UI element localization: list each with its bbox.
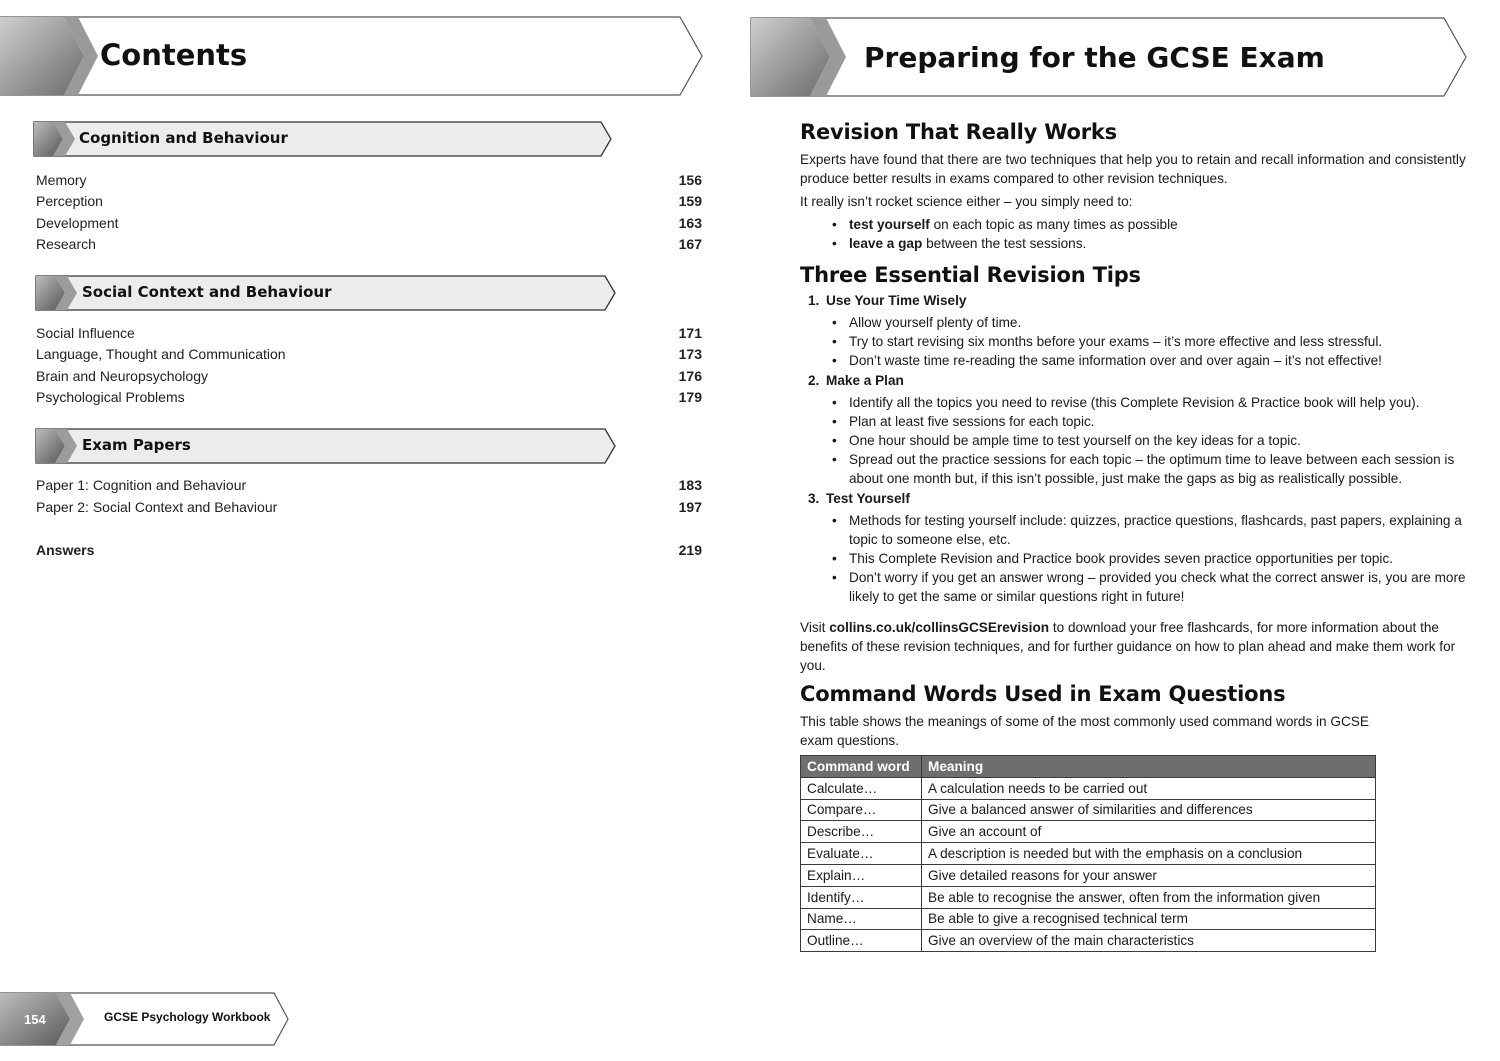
revision-lead: It really isn’t rocket science either – you simply need to: <box>800 194 1133 209</box>
list-item: • Allow yourself plenty of time. <box>800 313 1470 332</box>
table-row <box>801 777 1376 799</box>
toc-entry-label: Paper 1: Cognition and Behaviour <box>36 477 247 493</box>
tips-heading: Three Essential Revision Tips <box>800 263 1141 287</box>
command-section <box>800 681 1380 750</box>
section-header-social <box>35 275 617 311</box>
section-heading: Exam Papers <box>82 436 191 454</box>
revision-section <box>800 119 1470 253</box>
toc-entry-page: 176 <box>678 368 702 384</box>
revision-heading: Revision That Really Works <box>800 120 1117 144</box>
toc-entry[interactable] <box>36 190 702 212</box>
toc-entry[interactable] <box>36 365 702 387</box>
toc-entry-label: Answers <box>36 542 95 558</box>
visit-link[interactable]: collins.co.uk/collinsGCSErevision <box>829 620 1050 635</box>
page-number: 154 <box>24 1012 46 1027</box>
command-intro: This table shows the meanings of some of the most commonly used command words in GCSE exam questions. <box>800 714 1369 748</box>
contents-title: Contents <box>100 38 248 72</box>
list-item: • Try to start revising six months before your exams – it’s more effective and less stressful. <box>800 332 1470 351</box>
list-item: • This Complete Revision and Practice book provides seven practice opportunities per topic. <box>800 549 1470 568</box>
table-row <box>801 908 1376 930</box>
toc-entry[interactable] <box>36 343 702 365</box>
meaning-cell: Give an account of <box>922 821 1376 843</box>
tip-number: 1. <box>808 293 820 308</box>
revision-intro: Experts have found that there are two techniques that help you to retain and recall information and consistently produce better results in exams compared to other revision techniques. <box>800 152 1466 186</box>
table-row <box>801 799 1376 821</box>
toc-entry-label: Perception <box>36 193 103 209</box>
table-row <box>801 886 1376 908</box>
table-row <box>801 864 1376 886</box>
list-item <box>800 234 1470 253</box>
contents-banner <box>0 16 704 96</box>
toc-entry[interactable] <box>36 212 702 234</box>
visit-post: to download your free flashcards, for more information about the benefits of these revision techniques, and for further guidance on how to plan ahead and make them work for you. <box>800 620 1456 673</box>
command-word-cell: Calculate… <box>801 777 922 799</box>
toc-entry-answers[interactable] <box>36 539 702 561</box>
column-header: Meaning <box>922 756 1376 778</box>
toc-entry-page: 179 <box>678 389 702 405</box>
toc-entry[interactable] <box>36 496 702 518</box>
toc-entry-page: 183 <box>678 477 702 493</box>
toc-entry-label: Language, Thought and Communication <box>36 346 286 362</box>
command-word-cell: Name… <box>801 908 922 930</box>
meaning-cell: Be able to recognise the answer, often from the information given <box>922 886 1376 908</box>
visit-text <box>800 618 1470 675</box>
meaning-cell: A description is needed but with the emphasis on a conclusion <box>922 843 1376 865</box>
list-item: • Don’t worry if you get an answer wrong – provided you check what the correct answer is, you are more likely to get the same or similar questions right in future! <box>800 568 1470 606</box>
toc-entry-page: 167 <box>678 236 702 252</box>
tip-bullets <box>800 393 1470 488</box>
section-header-cognition <box>33 121 613 157</box>
meaning-cell: Give an overview of the main characteristics <box>922 930 1376 952</box>
list-item: • Methods for testing yourself include: quizzes, practice questions, flashcards, past papers, explaining a topic to someone else, etc. <box>800 511 1470 549</box>
toc-entry-label: Research <box>36 236 96 252</box>
list-item <box>800 215 1470 234</box>
list-item: • Plan at least five sessions for each topic. <box>800 412 1470 431</box>
section-header-exam-papers <box>35 428 617 464</box>
bullet-bold: leave a gap <box>849 236 923 251</box>
command-word-cell: Compare… <box>801 799 922 821</box>
tips-section <box>800 262 1470 606</box>
gcse-exam-banner <box>750 17 1470 97</box>
visit-paragraph <box>800 618 1470 675</box>
command-words-table <box>800 755 1376 952</box>
toc-entry-label: Psychological Problems <box>36 389 185 405</box>
tip-bullets <box>800 511 1470 606</box>
tip-heading <box>800 371 1470 390</box>
toc-entry[interactable] <box>36 233 702 255</box>
toc-entry-page: 173 <box>678 346 702 362</box>
revision-bullets <box>800 215 1470 253</box>
section-heading: Cognition and Behaviour <box>79 129 288 147</box>
toc-entry-page: 163 <box>678 215 702 231</box>
list-item: • Don’t waste time re-reading the same information over and over again – it’s not effective! <box>800 351 1470 370</box>
meaning-cell: A calculation needs to be carried out <box>922 777 1376 799</box>
table-row <box>801 930 1376 952</box>
tip-title: Test Yourself <box>826 491 910 506</box>
column-header: Command word <box>801 756 922 778</box>
toc-entry-label: Brain and Neuropsychology <box>36 368 208 384</box>
page-title: Preparing for the GCSE Exam <box>864 41 1325 74</box>
command-word-cell: Identify… <box>801 886 922 908</box>
meaning-cell: Give detailed reasons for your answer <box>922 864 1376 886</box>
list-item: • Spread out the practice sessions for each topic – the optimum time to leave between each session is about one month but, if this isn’t possible, just make the gaps as big as realistically possible. <box>800 450 1470 488</box>
tip-title: Use Your Time Wisely <box>826 293 967 308</box>
tip-number: 2. <box>808 373 820 388</box>
toc-entry[interactable] <box>36 386 702 408</box>
toc-entry-page: 171 <box>678 325 702 341</box>
list-item: • One hour should be ample time to test yourself on the key ideas for a topic. <box>800 431 1470 450</box>
toc-entry-label: Paper 2: Social Context and Behaviour <box>36 499 278 515</box>
tip-heading <box>800 489 1470 508</box>
tip-bullets <box>800 313 1470 370</box>
bullet-text: on each topic as many times as possible <box>929 217 1178 232</box>
bullet-text: between the test sessions. <box>922 236 1087 251</box>
visit-pre: Visit <box>800 620 830 635</box>
toc-entry[interactable] <box>36 169 702 191</box>
toc-entry-page: 159 <box>678 193 702 209</box>
meaning-cell: Be able to give a recognised technical term <box>922 908 1376 930</box>
table-header-row <box>801 756 1376 778</box>
section-heading: Social Context and Behaviour <box>82 283 332 301</box>
toc-entry-page: 156 <box>678 172 702 188</box>
tip-title: Make a Plan <box>826 373 904 388</box>
command-heading: Command Words Used in Exam Questions <box>800 682 1286 706</box>
table-row <box>801 843 1376 865</box>
command-word-cell: Describe… <box>801 821 922 843</box>
toc-entry-label: Development <box>36 215 119 231</box>
tip-heading <box>800 291 1470 310</box>
toc-entry-label: Social Influence <box>36 325 135 341</box>
toc-entry[interactable] <box>36 322 702 344</box>
toc-entry[interactable] <box>36 474 702 496</box>
toc-entry-label: Memory <box>36 172 87 188</box>
meaning-cell: Give a balanced answer of similarities and differences <box>922 799 1376 821</box>
command-word-cell: Explain… <box>801 864 922 886</box>
list-item: • Identify all the topics you need to revise (this Complete Revision & Practice book will help you). <box>800 393 1470 412</box>
command-word-cell: Evaluate… <box>801 843 922 865</box>
table-row <box>801 821 1376 843</box>
bullet-bold: test yourself <box>849 217 930 232</box>
toc-entry-page: 197 <box>678 499 702 515</box>
tip-number: 3. <box>808 491 820 506</box>
toc-entry-page: 219 <box>678 542 702 558</box>
command-word-cell: Outline… <box>801 930 922 952</box>
footer-book-title: GCSE Psychology Workbook <box>104 1010 271 1024</box>
